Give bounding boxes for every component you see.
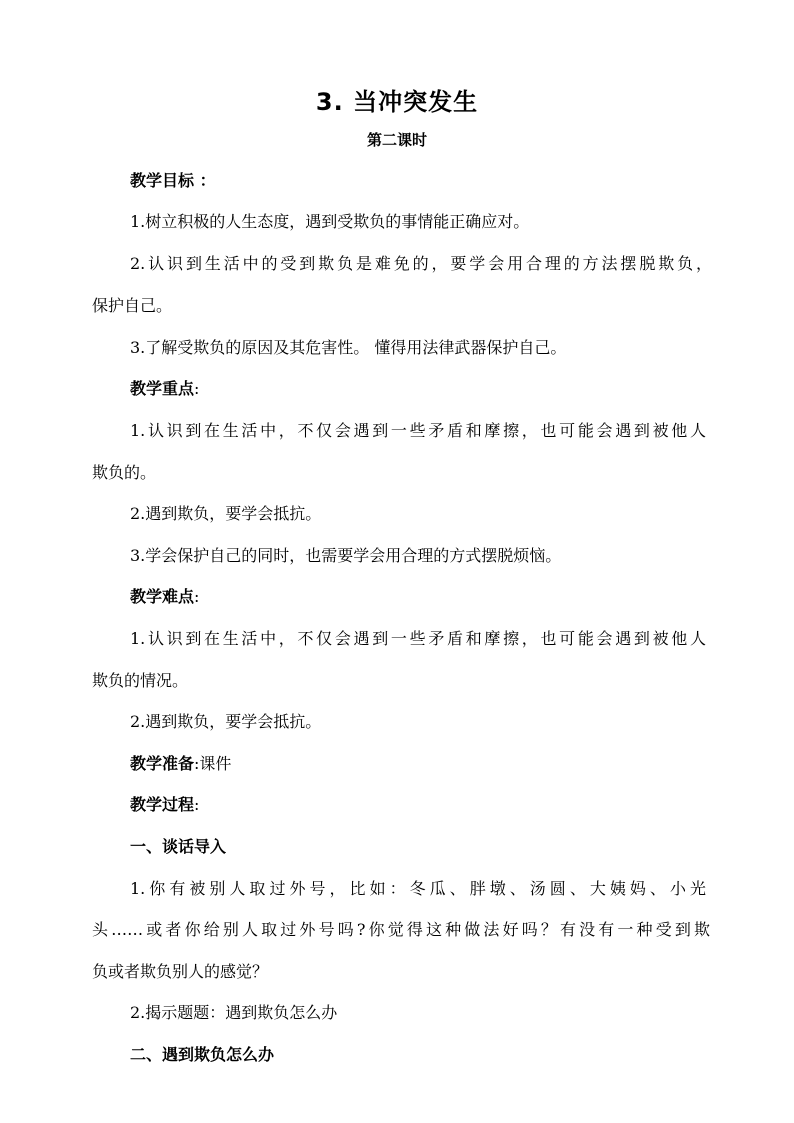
lesson-subtitle: 第二课时	[366, 131, 427, 149]
key-points-heading	[130, 378, 750, 400]
intro-2: 2.揭示题题：遇到欺负怎么办	[130, 1003, 338, 1022]
key-point-2: 2.遇到欺负，要学会抵抗。	[130, 504, 322, 523]
process-heading	[130, 794, 750, 816]
objective-3: 3.了解受欺负的原因及其危害性。 懂得用法律武器保护自己。	[130, 338, 567, 357]
difficulties-heading-colon: :	[194, 587, 200, 606]
key-points-heading-colon: :	[194, 379, 200, 398]
key-points-heading-label: 教学重点	[130, 379, 195, 398]
objective-2-line-1: 2.认识到生活中的受到欺负是难免的，要学会用合理的方法摆脱欺负，	[130, 254, 712, 273]
difficulty-1-line-2: 欺负的情况。	[92, 671, 189, 690]
section-1-heading: 一、谈话导入	[130, 837, 227, 856]
document-title: 3. 当冲突发生	[315, 88, 479, 116]
difficulties-heading	[130, 586, 750, 608]
intro-1-line-2: 头……或者你给别人取过外号吗?你觉得这种做法好吗？有没有一种受到欺	[92, 920, 710, 939]
intro-1-line-1: 1.你有被别人取过外号，比如：冬瓜、胖墩、汤圆、大姨妈、小光	[130, 879, 706, 898]
difficulties-heading-label: 教学难点	[130, 587, 195, 606]
objectives-heading: 教学目标 ：	[130, 171, 216, 190]
section-2-heading: 二、遇到欺负怎么办	[130, 1045, 275, 1064]
objective-2-line-2: 保护自己。	[92, 296, 173, 315]
intro-1-line-3: 负或者欺负别人的感觉？	[92, 962, 269, 981]
process-heading-label: 教学过程	[130, 795, 195, 814]
key-point-1-line-1: 1.认识到在生活中，不仅会遇到一些矛盾和摩擦，也可能会遇到被他人	[130, 421, 706, 440]
key-point-1-line-2: 欺负的。	[92, 463, 157, 482]
key-point-3: 3.学会保护自己的同时，也需要学会用合理的方式摆脱烦恼。	[130, 546, 562, 565]
preparation-value: :课件	[194, 754, 232, 773]
difficulty-1-line-1: 1.认识到在生活中，不仅会遇到一些矛盾和摩擦，也可能会遇到被他人	[130, 629, 706, 648]
difficulty-2: 2.遇到欺负，要学会抵抗。	[130, 712, 322, 731]
objective-1: 1.树立积极的人生态度，遇到受欺负的事情能正确应对。	[130, 212, 530, 231]
process-heading-colon: :	[194, 795, 200, 814]
preparation-heading: 教学准备	[130, 754, 195, 773]
preparation-line	[130, 753, 750, 775]
